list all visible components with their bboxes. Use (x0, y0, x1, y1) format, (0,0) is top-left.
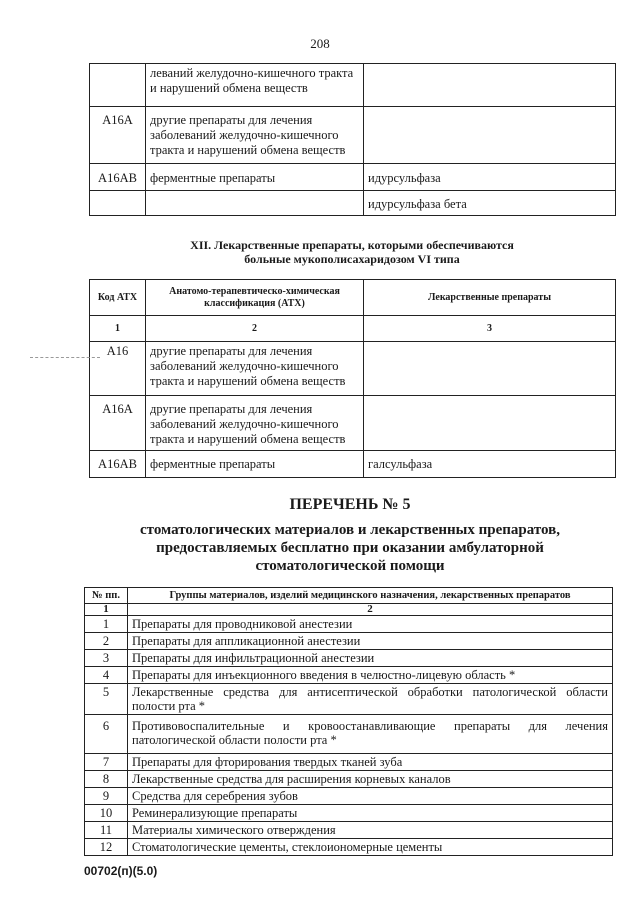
drug-name (364, 396, 616, 451)
footer-doc-code: 00702(п)(5.0) (84, 864, 158, 878)
table-row (85, 684, 613, 715)
atx-table-continued (89, 63, 616, 216)
list-subtitle-line: предоставляемых бесплатно при оказании амбулаторной (156, 540, 544, 556)
column-number: 1 (90, 316, 146, 342)
table-row (90, 164, 616, 191)
table-row (85, 839, 613, 856)
atx-class: другие препараты для лечения заболеваний желудочно-кишечного тракта и нарушений обмена веществ (146, 396, 364, 451)
row-text: Препараты для инфильтрационной анестезии (128, 650, 613, 667)
atx-code: A16AB (90, 164, 146, 191)
atx-code: A16A (90, 396, 146, 451)
table-header-row (90, 280, 616, 316)
section-title-line: больные мукополисахаридозом VI типа (244, 252, 460, 266)
section-title-line: XII. Лекарственные препараты, которыми обеспечиваются (190, 238, 514, 252)
row-number: 7 (85, 754, 128, 771)
atx-class: ферментные препараты (146, 164, 364, 191)
row-number: 10 (85, 805, 128, 822)
column-number: 2 (146, 316, 364, 342)
atx-code: A16AB (90, 451, 146, 478)
drug-name (364, 64, 616, 107)
row-text: Препараты для проводниковой анестезии (128, 616, 613, 633)
row-text: Реминерализующие препараты (128, 805, 613, 822)
atx-class: ферментные препараты (146, 451, 364, 478)
row-text: Препараты для аппликационной анестезии (128, 633, 613, 650)
section-title (89, 238, 615, 266)
column-number-row (85, 604, 613, 616)
column-number: 2 (128, 604, 613, 616)
page-number: 208 (310, 36, 330, 51)
row-text: Препараты для инъекционного введения в челюстно-лицевую область * (128, 667, 613, 684)
row-number: 9 (85, 788, 128, 805)
row-text: Препараты для фторирования твердых тканей зуба (128, 754, 613, 771)
table-row (90, 64, 616, 107)
row-number: 4 (85, 667, 128, 684)
table-row (85, 715, 613, 754)
atx-code: A16A (90, 107, 146, 164)
row-text: Стоматологические цементы, стеклоиономерные цементы (128, 839, 613, 856)
list-subtitle-line: стоматологической помощи (255, 558, 445, 574)
row-text: Противовоспалительные и кровоостанавливающие препараты для лечения патологической области полости рта * (128, 715, 613, 754)
row-text: Лекарственные средства для антисептической обработки патологической области полости рта * (128, 684, 613, 715)
row-number: 5 (85, 684, 128, 715)
table-row (90, 451, 616, 478)
scan-artifact-line (30, 357, 100, 358)
drug-name: галсульфаза (364, 451, 616, 478)
drug-name: идурсульфаза бета (364, 191, 616, 216)
row-text: Средства для серебрения зубов (128, 788, 613, 805)
table-row (85, 788, 613, 805)
atx-class: леваний желудочно-кишечного тракта и нарушений обмена веществ (146, 64, 364, 107)
table-row (85, 633, 613, 650)
header-group: Группы материалов, изделий медицинского назначения, лекарственных препаратов (128, 588, 613, 604)
table-row (85, 650, 613, 667)
column-number: 1 (85, 604, 128, 616)
table-row (90, 191, 616, 216)
table-row (90, 396, 616, 451)
atx-class: другие препараты для лечения заболеваний желудочно-кишечного тракта и нарушений обмена веществ (146, 107, 364, 164)
drug-name (364, 107, 616, 164)
drug-name: идурсульфаза (364, 164, 616, 191)
list-subtitle-line: стоматологических материалов и лекарственных препаратов, (139, 522, 560, 538)
table-header-row (85, 588, 613, 604)
atx-table-mps6 (89, 279, 616, 478)
table-row (90, 107, 616, 164)
header-num: № пп. (85, 588, 128, 604)
atx-code: A16 (90, 342, 146, 396)
list-title: ПЕРЕЧЕНЬ № 5 (289, 496, 411, 513)
atx-code (90, 64, 146, 107)
list-subtitle (60, 521, 640, 575)
header-drug: Лекарственные препараты (364, 280, 616, 316)
table-row (85, 805, 613, 822)
row-number: 12 (85, 839, 128, 856)
row-number: 2 (85, 633, 128, 650)
atx-class (146, 191, 364, 216)
table-row (85, 822, 613, 839)
row-number: 3 (85, 650, 128, 667)
table-row (85, 754, 613, 771)
dental-materials-table (84, 587, 613, 856)
column-number: 3 (364, 316, 616, 342)
table-row (85, 667, 613, 684)
header-class: Анатомо-терапевтическо-химическая классификация (АТХ) (146, 280, 364, 316)
atx-class: другие препараты для лечения заболеваний желудочно-кишечного тракта и нарушений обмена веществ (146, 342, 364, 396)
column-number-row (90, 316, 616, 342)
row-text: Материалы химического отверждения (128, 822, 613, 839)
row-number: 11 (85, 822, 128, 839)
atx-code (90, 191, 146, 216)
row-text: Лекарственные средства для расширения корневых каналов (128, 771, 613, 788)
table-row (85, 771, 613, 788)
row-number: 8 (85, 771, 128, 788)
drug-name (364, 342, 616, 396)
table-row (90, 342, 616, 396)
row-number: 6 (85, 715, 128, 754)
header-code: Код АТХ (90, 280, 146, 316)
row-number: 1 (85, 616, 128, 633)
table-row (85, 616, 613, 633)
